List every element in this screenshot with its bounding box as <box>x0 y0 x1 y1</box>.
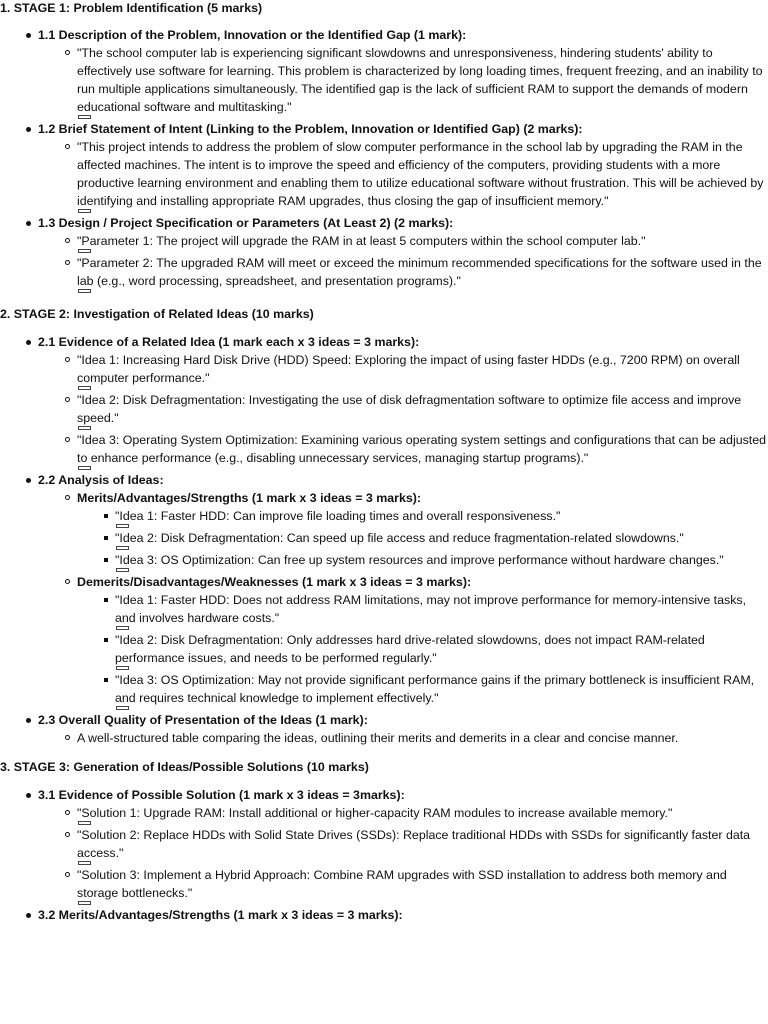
edit-marker-icon <box>78 821 91 825</box>
list-item <box>38 826 766 866</box>
list-item <box>38 351 766 391</box>
demerit-3-text: "Idea 3: OS Optimization: May not provide significant performance gains if the primary bottleneck is insufficient RAM, and requires technical knowledge to implement effectively." <box>115 673 755 705</box>
section-2-3-text: A well-structured table comparing the ideas, outlining their merits and demerits in a clear and concise manner. <box>77 731 679 745</box>
demerits-group <box>38 573 766 711</box>
list-item <box>77 671 766 711</box>
demerits-heading: Demerits/Disadvantages/Weaknesses (1 mark x 3 ideas = 3 marks): <box>77 575 472 589</box>
edit-marker-icon <box>78 861 91 865</box>
section-1-1-heading: 1.1 Description of the Problem, Innovation or the Identified Gap (1 mark): <box>38 28 467 42</box>
stage-2-title: 2. STAGE 2: Investigation of Related Ideas (10 marks) <box>0 307 314 321</box>
demerit-1-text: "Idea 1: Faster HDD: Does not address RAM limitations, may not improve performance for memory-intensive tasks, and involves hardware costs." <box>115 593 747 625</box>
section-1-3 <box>0 214 766 294</box>
edit-marker-icon <box>78 386 91 390</box>
list-item <box>38 232 766 254</box>
merits-heading: Merits/Advantages/Strengths (1 mark x 3 ideas = 3 marks): <box>77 491 421 505</box>
edit-marker-icon <box>116 568 129 572</box>
stage-1-title: 1. STAGE 1: Problem Identification (5 marks) <box>0 1 263 15</box>
edit-marker-icon <box>116 524 129 528</box>
edit-marker-icon <box>78 209 91 213</box>
section-1-3-heading: 1.3 Design / Project Specification or Parameters (At Least 2) (2 marks): <box>38 216 454 230</box>
section-1-2-text: "This project intends to address the problem of slow computer performance in the school lab by upgrading the RAM in the affected machines. The intent is to improve the speed and efficiency of the computers, providing students with a more productive learning environment and enabling them to utilize educational software without frustration. This will be achieved by identifying and installing appropriate RAM upgrades, thus closing the gap of insufficient memory." <box>77 140 764 208</box>
parameter-2-text: "Parameter 2: The upgraded RAM will meet or exceed the minimum recommended specifications for the software used in the lab (e.g., word processing, spreadsheet, and presentation programs)." <box>77 256 762 288</box>
section-1-2-heading: 1.2 Brief Statement of Intent (Linking to the Problem, Innovation or Identified Gap) (2 marks): <box>38 122 583 136</box>
edit-marker-icon <box>78 115 91 119</box>
list-item <box>38 866 766 906</box>
list-item <box>38 804 766 826</box>
list-item <box>77 631 766 671</box>
edit-marker-icon <box>116 546 129 550</box>
edit-marker-icon <box>78 466 91 470</box>
list-item <box>77 551 766 573</box>
list-item <box>38 44 766 120</box>
parameter-1-text: "Parameter 1: The project will upgrade the RAM in at least 5 computers within the school computer lab." <box>77 234 646 248</box>
demerit-2-text: "Idea 2: Disk Defragmentation: Only addresses hard drive-related slowdowns, does not impact RAM-related performance issues, and needs to be performed regularly." <box>115 633 705 665</box>
edit-marker-icon <box>78 289 91 293</box>
section-2-1-heading: 2.1 Evidence of a Related Idea (1 mark each x 3 ideas = 3 marks): <box>38 335 420 349</box>
stage-2-list <box>0 333 766 747</box>
stage-1-list <box>0 26 766 294</box>
list-item <box>77 591 766 631</box>
section-2-2-heading: 2.2 Analysis of Ideas: <box>38 473 164 487</box>
solution-1-text: "Solution 1: Upgrade RAM: Install additional or higher-capacity RAM modules to increase available memory." <box>77 806 673 820</box>
list-item <box>77 529 766 551</box>
merit-1-text: "Idea 1: Faster HDD: Can improve file loading times and overall responsiveness." <box>115 509 561 523</box>
merits-group <box>38 489 766 573</box>
edit-marker-icon <box>78 249 91 253</box>
edit-marker-icon <box>116 666 129 670</box>
edit-marker-icon <box>78 901 91 905</box>
section-3-1 <box>0 786 766 906</box>
section-1-1-text: "The school computer lab is experiencing significant slowdowns and unresponsiveness, hindering students' ability to effectively use software for learning. This problem is characterized by long loading times, frequent freezing, and an inability to run multiple applications simultaneously. The identified gap is the lack of sufficient RAM to support the demands of modern educational software and multitasking." <box>77 46 763 114</box>
section-3-2-heading: 3.2 Merits/Advantages/Strengths (1 mark x 3 ideas = 3 marks): <box>38 908 403 922</box>
section-1-2 <box>0 120 766 214</box>
edit-marker-icon <box>116 706 129 710</box>
list-item <box>77 507 766 529</box>
section-2-1 <box>0 333 766 471</box>
section-3-1-heading: 3.1 Evidence of Possible Solution (1 mark x 3 ideas = 3marks): <box>38 788 405 802</box>
list-item <box>38 729 766 747</box>
section-1-1 <box>0 26 766 120</box>
list-item <box>38 138 766 214</box>
section-2-3-heading: 2.3 Overall Quality of Presentation of the Ideas (1 mark): <box>38 713 368 727</box>
edit-marker-icon <box>78 426 91 430</box>
section-2-2 <box>0 471 766 711</box>
idea-1-text: "Idea 1: Increasing Hard Disk Drive (HDD) Speed: Exploring the impact of using faster HDDs (e.g., 7200 RPM) on overall computer performance." <box>77 353 740 385</box>
solution-2-text: "Solution 2: Replace HDDs with Solid State Drives (SSDs): Replace traditional HDDs with SSDs for significantly faster data access." <box>77 828 751 860</box>
idea-2-text: "Idea 2: Disk Defragmentation: Investigating the use of disk defragmentation software to optimize file access and improve speed." <box>77 393 742 425</box>
list-item <box>38 391 766 431</box>
edit-marker-icon <box>116 626 129 630</box>
section-2-3 <box>0 711 766 747</box>
merit-2-text: "Idea 2: Disk Defragmentation: Can speed up file access and reduce fragmentation-related slowdowns." <box>115 531 684 545</box>
merit-3-text: "Idea 3: OS Optimization: Can free up system resources and improve performance without hardware changes." <box>115 553 724 567</box>
idea-3-text: "Idea 3: Operating System Optimization: Examining various operating system settings and configurations that can be adjusted to enhance performance (e.g., disabling unnecessary services, managing startup programs)." <box>77 433 767 465</box>
section-3-2 <box>0 906 766 924</box>
solution-3-text: "Solution 3: Implement a Hybrid Approach: Combine RAM upgrades with SSD installation to address both memory and storage bottlenecks." <box>77 868 727 900</box>
stage-3-title: 3. STAGE 3: Generation of Ideas/Possible Solutions (10 marks) <box>0 760 369 774</box>
list-item <box>38 254 766 294</box>
stage-3-list <box>0 786 766 924</box>
list-item <box>38 431 766 471</box>
